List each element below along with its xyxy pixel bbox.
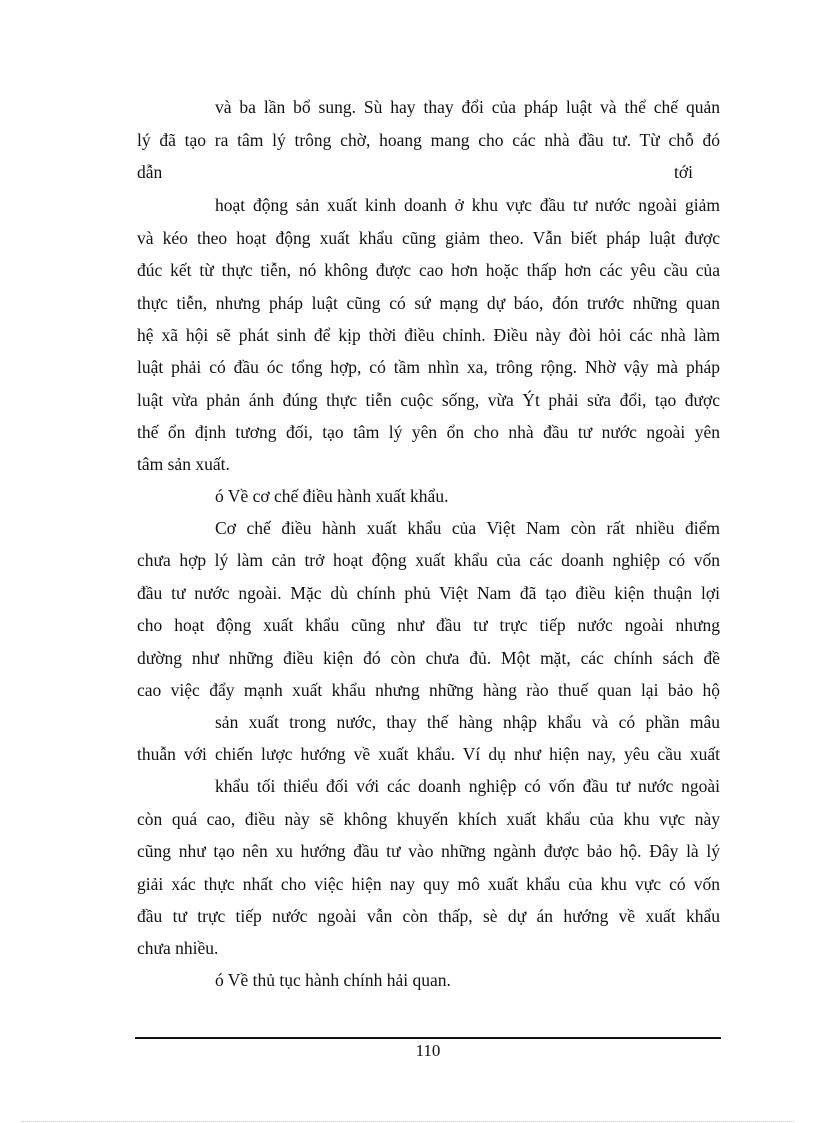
text-line: giải xác thực nhất cho việc hiện nay quy mô xuất khẩu của khu vực có vốn [137, 874, 720, 894]
text-line: tâm sản xuất. [137, 454, 230, 474]
text-line: đúc kết từ thực tiễn, nó không được cao hơn hoặc thấp hơn các yêu cầu của [137, 260, 720, 280]
page-number: 110 [415, 1041, 441, 1060]
section-heading: ó Về thủ tục hành chính hải quan. [215, 970, 451, 990]
text-line: thực tiễn, nhưng pháp luật cũng có sứ mạng dự báo, đón trước những quan [137, 293, 720, 313]
text-line: đầu tư trực tiếp nước ngoài vẫn còn thấp, sè dự án hướng về xuất khẩu [137, 906, 720, 926]
text-line: hoạt động sản xuất kinh doanh ở khu vực đầu tư nước ngoài giảm [215, 195, 720, 215]
text-line: luật phải có đầu óc tổng hợp, có tầm nhìn xa, trông rộng. Nhờ vậy mà pháp [137, 357, 720, 377]
page-bottom-divider [22, 1121, 794, 1122]
text-line: dẫn [137, 162, 163, 182]
text-line: đầu tư nước ngoài. Mặc dù chính phủ Việt Nam đã tạo điều kiện thuận lợi [137, 583, 720, 603]
text-line: tới [674, 162, 693, 182]
text-line: hệ xã hội sẽ phát sinh để kịp thời điều chỉnh. Điều này đòi hỏi các nhà làm [137, 325, 720, 345]
text-line: chưa nhiều. [137, 938, 219, 958]
text-line: sản xuất trong nước, thay thế hàng nhập khẩu và có phần mâu [215, 712, 720, 732]
text-line: khẩu tối thiểu đối với các doanh nghiệp có vốn đầu tư nước ngoài [215, 776, 720, 796]
text-line: luật vừa phản ánh đúng thực tiễn cuộc sống, vừa Ýt phải sửa đổi, tạo được [137, 390, 720, 410]
text-line: và ba lần bổ sung. Sù hay thay đổi của pháp luật và thể chế quản [215, 97, 720, 117]
text-line: cho hoạt động xuất khẩu cũng như đầu tư trực tiếp nước ngoài nhưng [137, 615, 720, 635]
text-line: thuẫn với chiến lược hướng về xuất khẩu. Ví dụ như hiện nay, yêu cầu xuất [137, 744, 720, 764]
text-line: thế ổn định tương đối, tạo tâm lý yên ổn cho nhà đầu tư nước ngoài yên [137, 422, 720, 442]
text-line: cũng như tạo nên xu hướng đầu tư vào những ngành được bảo hộ. Đây là lý [137, 841, 720, 861]
text-line: còn quá cao, điều này sẽ không khuyến khích xuất khẩu của khu vực này [137, 809, 720, 829]
text-line: chưa hợp lý làm cản trở hoạt động xuất khẩu của các doanh nghiệp có vốn [137, 550, 720, 570]
text-line: dường như những điều kiện đó còn chưa đủ. Một mặt, các chính sách đề [137, 648, 720, 668]
section-heading: ó Về cơ chế điều hành xuất khẩu. [215, 486, 449, 506]
footer-rule [135, 1037, 721, 1039]
text-line: Cơ chế điều hành xuất khẩu của Việt Nam còn rất nhiều điểm [215, 518, 720, 538]
text-line: lý đã tạo ra tâm lý trông chờ, hoang mang cho các nhà đầu tư. Từ chỗ đó [137, 130, 720, 150]
text-line: cao việc đẩy mạnh xuất khẩu nhưng những hàng rào thuế quan lại bảo hộ [137, 680, 720, 700]
text-line: và kéo theo hoạt động xuất khẩu cũng giảm theo. Vẫn biết pháp luật được [137, 228, 720, 248]
